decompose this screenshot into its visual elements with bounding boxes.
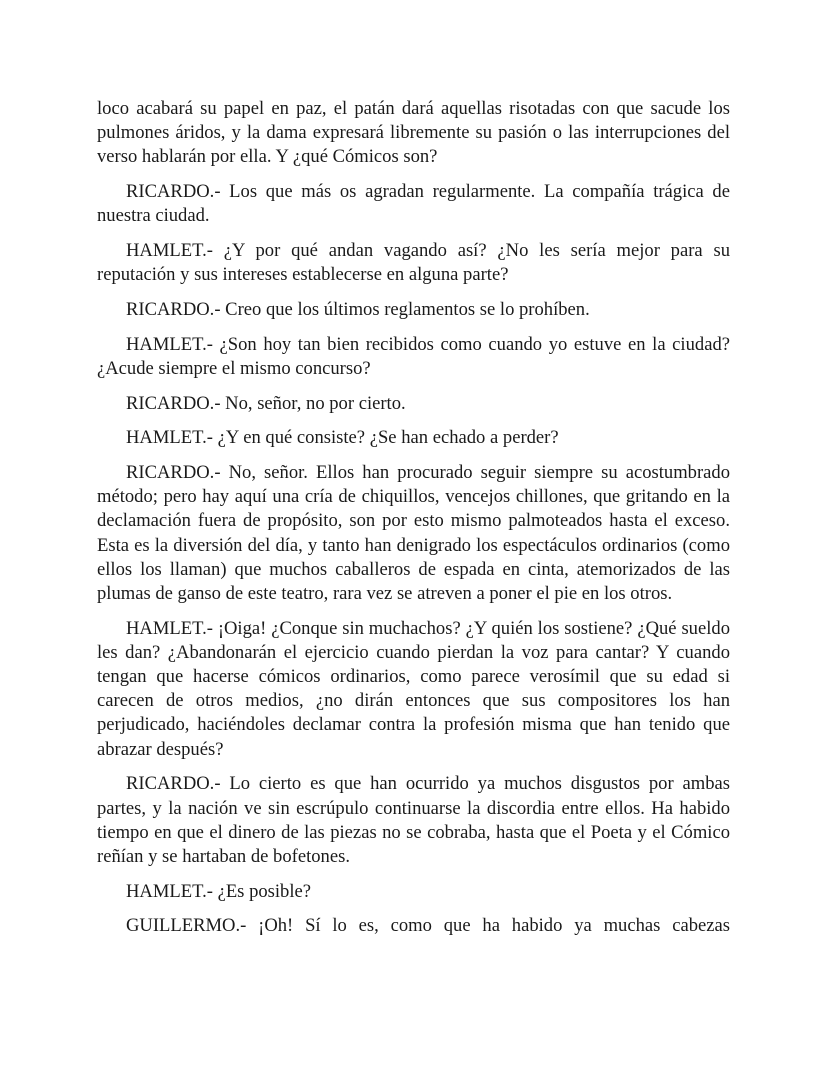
paragraph-hamlet-2: HAMLET.- ¿Son hoy tan bien recibidos como cuando yo estuve en la ciudad? ¿Acude siempre el mismo concurso? <box>97 333 730 379</box>
paragraph-hamlet-1: HAMLET.- ¿Y por qué andan vagando así? ¿No les sería mejor para su reputación y sus intereses establecerse en alguna parte? <box>97 240 730 286</box>
paragraph-continued: loco acabará su papel en paz, el patán dará aquellas risotadas con que sacude los pulmones áridos, y la dama expresará libremente su pasión o las interrupciones del verso hablarán por ella. Y ¿qué Cómicos son? <box>97 98 730 168</box>
document-page <box>97 97 730 949</box>
paragraph-ricardo-4: RICARDO.- No, señor. Ellos han procurado seguir siempre su acostumbrado método; pero hay aquí una cría de chiquillos, vencejos chillones, que gritando en la declamación fuera de propósito, son por esto mismo palmoteados hasta el exceso. Esta es la diversión del día, y tanto han denigrado los espectáculos ordinarios (como ellos los llaman) que muchos caballeros de espada en cinta, atemorizados de las plumas de ganso de este teatro, rara vez se atreven a poner el pie en los otros. <box>97 461 730 604</box>
paragraph-guillermo-1: GUILLERMO.- ¡Oh! Sí lo es, como que ha habido ya muchas cabezas <box>126 915 730 937</box>
paragraph-ricardo-1: RICARDO.- Los que más os agradan regularmente. La compañía trágica de nuestra ciudad. <box>97 181 730 227</box>
paragraph-ricardo-5: RICARDO.- Lo cierto es que han ocurrido ya muchos disgustos por ambas partes, y la nación ve sin escrúpulo continuarse la discordia entre ellos. Ha habido tiempo en que el dinero de las piezas no se cobraba, hasta que el Poeta y el Cómico reñían y se hartaban de bofetones. <box>97 773 730 867</box>
paragraph-hamlet-5: HAMLET.- ¿Es posible? <box>126 880 312 902</box>
paragraph-ricardo-3: RICARDO.- No, señor, no por cierto. <box>126 392 406 414</box>
paragraph-hamlet-3: HAMLET.- ¿Y en qué consiste? ¿Se han echado a perder? <box>126 427 559 449</box>
paragraph-hamlet-4: HAMLET.- ¡Oiga! ¿Conque sin muchachos? ¿Y quién los sostiene? ¿Qué sueldo les dan? ¿Abandonarán el ejercicio cuando pierdan la voz para cantar? Y cuando tengan que hacerse cómicos ordinarios, como parece verosímil que su edad si carecen de otros medios, ¿no dirán entonces que sus compositores los han perjudicado, haciéndoles declamar contra la profesión misma que han tenido que abrazar después? <box>97 617 730 760</box>
paragraph-ricardo-2: RICARDO.- Creo que los últimos reglamentos se lo prohíben. <box>126 298 590 320</box>
